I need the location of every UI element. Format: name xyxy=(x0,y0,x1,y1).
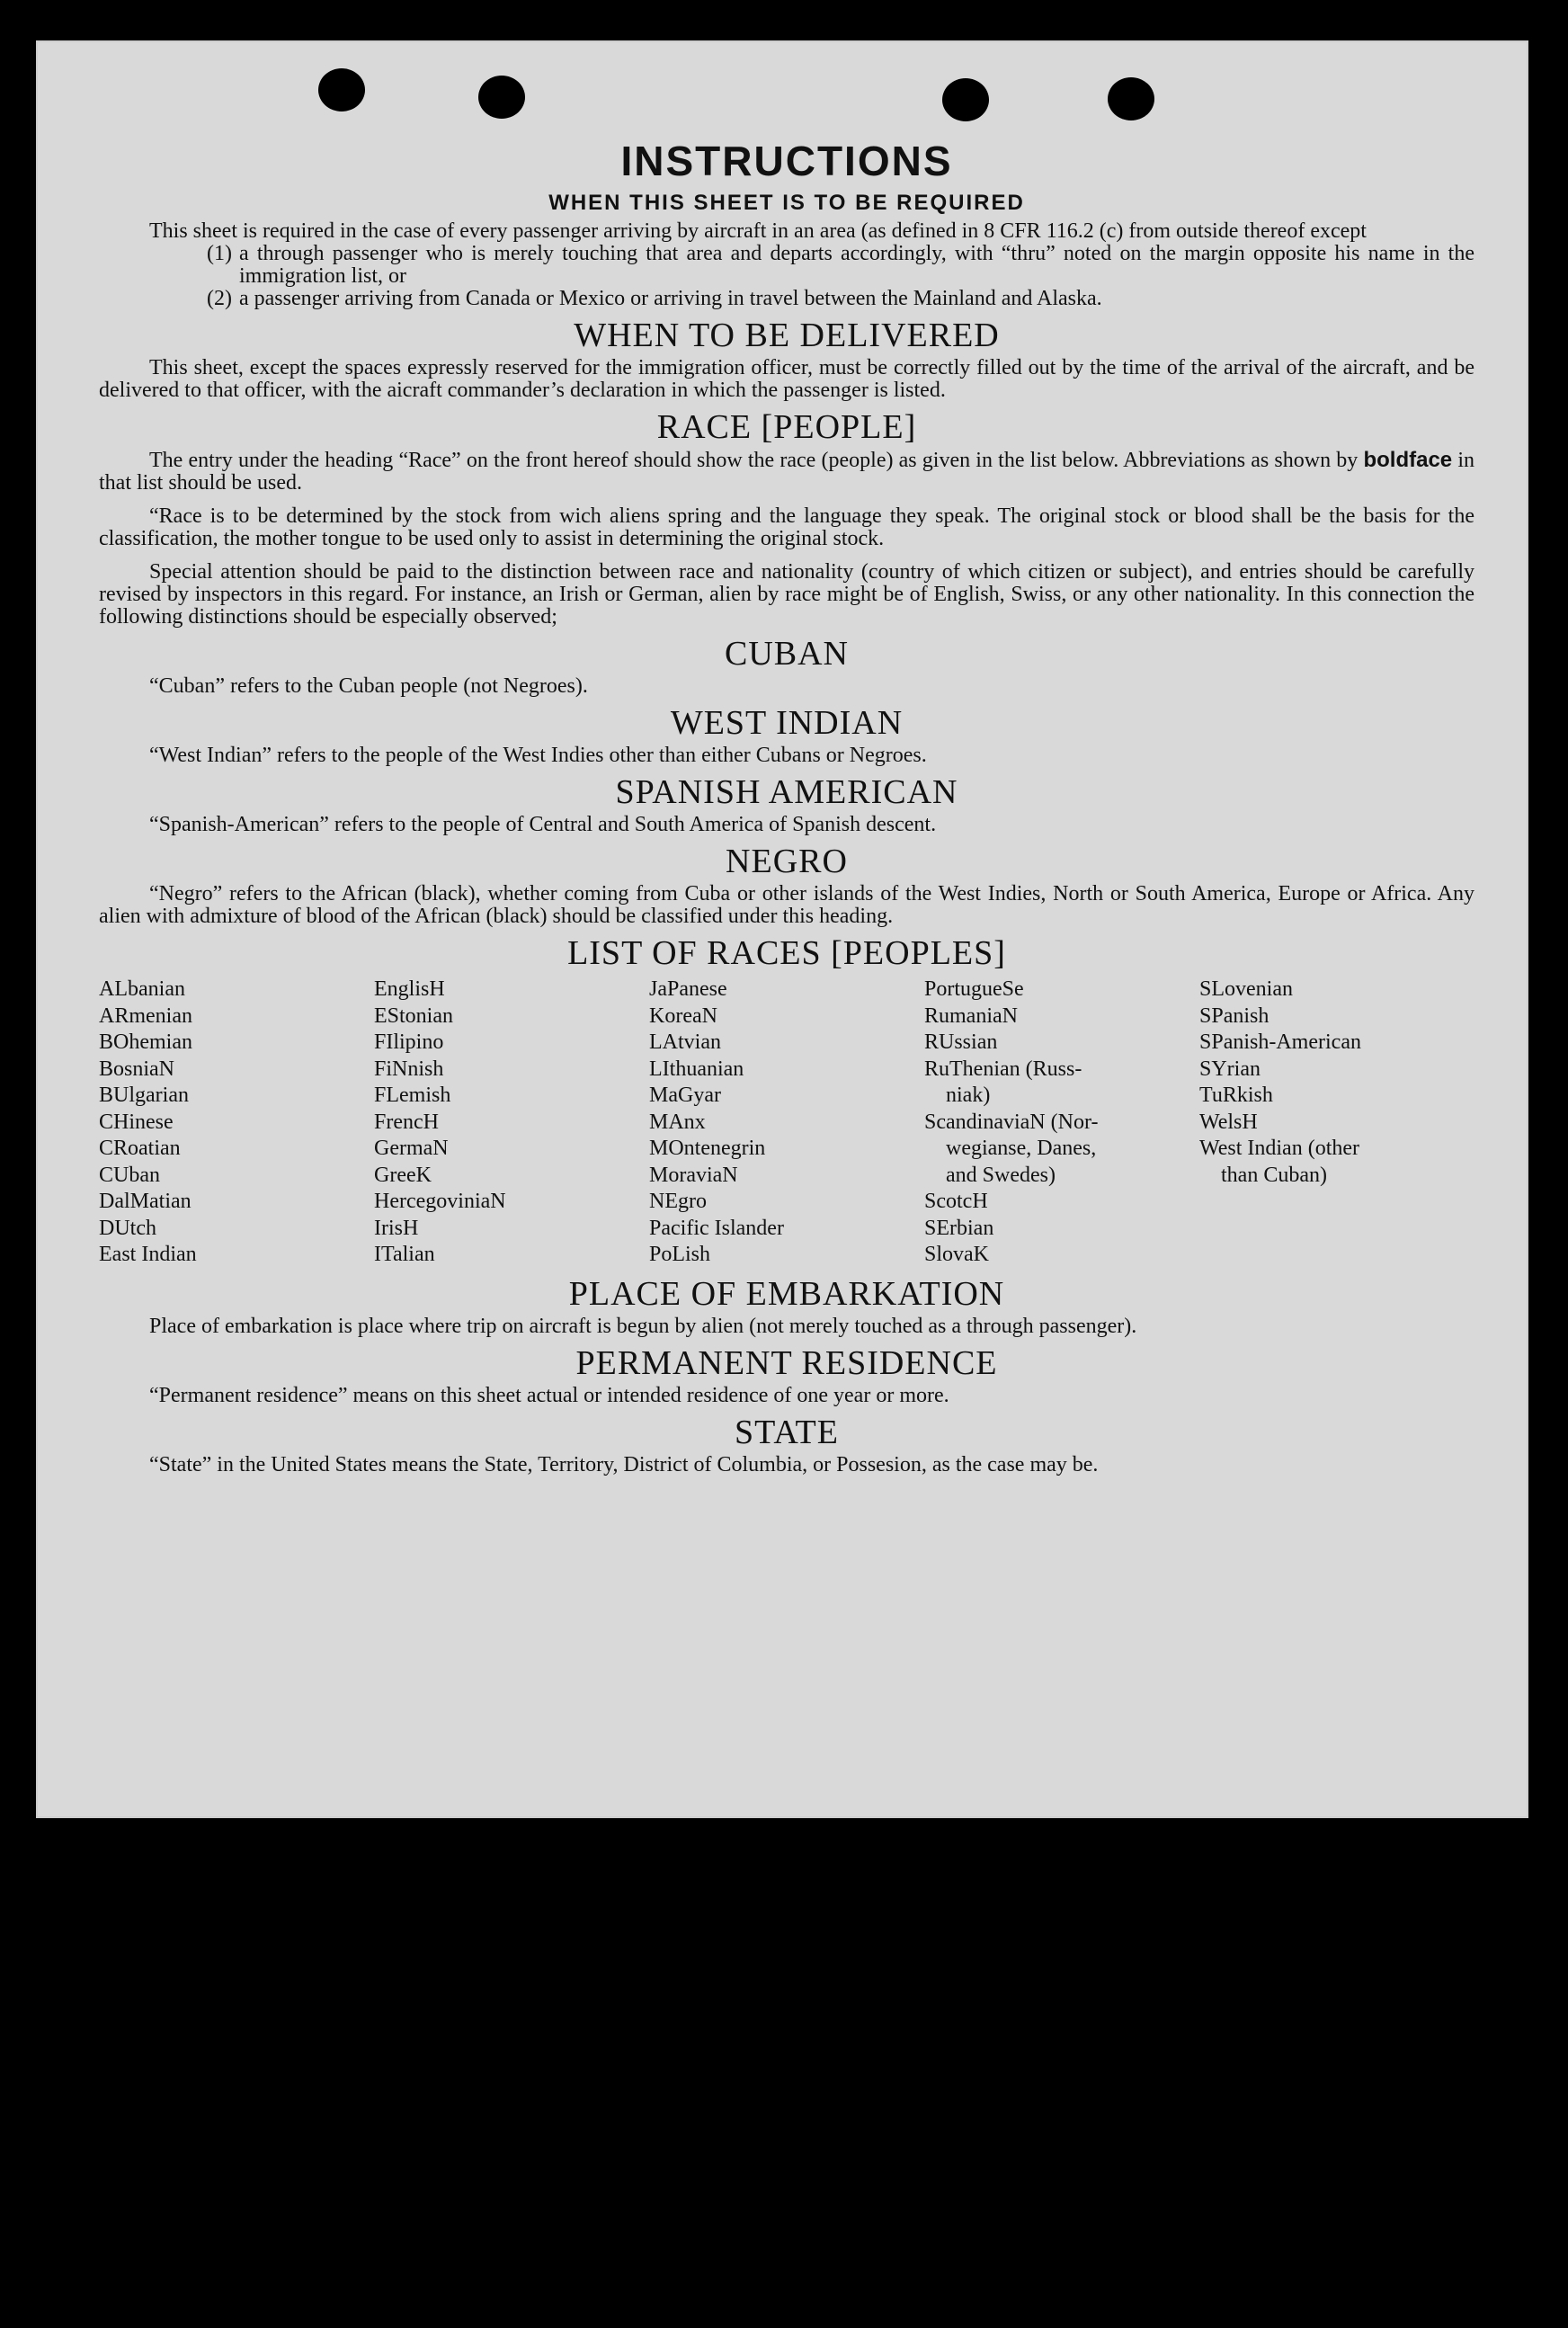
race-entry: SlovaK xyxy=(924,1243,989,1266)
section-heading-cuban: CUBAN xyxy=(724,635,850,673)
race-entry: DUtch xyxy=(99,1216,156,1240)
race-entry: TuRkish xyxy=(1199,1084,1273,1107)
race-entry: niak) xyxy=(946,1084,991,1107)
race-entry: SLovenian xyxy=(1199,977,1293,1001)
race-entry: SPanish xyxy=(1199,1003,1270,1028)
section-heading-state: STATE xyxy=(735,1413,839,1451)
race-entry: EnglisH xyxy=(374,977,445,1001)
race-entry: PoLish xyxy=(649,1243,711,1266)
race-entry: RuThenian (Russ- xyxy=(924,1057,1082,1081)
race-entry: SPanish-American xyxy=(1199,1030,1361,1054)
exception-label: (1) xyxy=(207,242,232,265)
race-entry: LAtvian xyxy=(649,1030,721,1054)
race-entry: EStonian xyxy=(374,1003,453,1028)
exception-label: (2) xyxy=(207,287,232,310)
race-entry: FIlipino xyxy=(374,1030,444,1054)
race-entry: NEgro xyxy=(649,1190,707,1213)
race-entry: IrisH xyxy=(374,1216,419,1240)
state-paragraph: “State” in the United States means the State, Territory, District of Columbia, or Possesion, as the case may be. xyxy=(149,1452,1099,1476)
section-heading-residence: PERMANENT RESIDENCE xyxy=(575,1343,998,1382)
race-paragraph-1 xyxy=(99,449,1474,495)
boldface-word: boldface xyxy=(1363,448,1453,472)
page-title: INSTRUCTIONS xyxy=(620,138,953,184)
section-heading-delivered: WHEN TO BE DELIVERED xyxy=(574,317,1000,354)
residence-paragraph: “Permanent residence” means on this sheet actual or intended residence of one year or more. xyxy=(149,1383,949,1407)
document-sheet xyxy=(36,40,1528,1818)
embarkation-paragraph: Place of embarkation is place where trip on aircraft is begun by alien (not merely touched as a through passenger). xyxy=(149,1314,1137,1338)
punch-hole xyxy=(942,78,989,121)
west-indian-paragraph: “West Indian” refers to the people of the West Indies other than either Cubans or Negroes. xyxy=(149,744,927,767)
section-heading-west-indian: WEST INDIAN xyxy=(670,704,904,742)
race-entry: PortugueSe xyxy=(924,977,1024,1001)
races-column xyxy=(924,977,1199,1269)
race-entry: East Indian xyxy=(99,1243,197,1266)
race-entry: West Indian (other xyxy=(1199,1137,1360,1160)
race-entry: CHinese xyxy=(99,1110,174,1134)
race-entry: LIthuanian xyxy=(649,1057,744,1081)
race-entry: MaGyar xyxy=(649,1084,721,1107)
race-entry: HercegoviniaN xyxy=(374,1190,506,1213)
race-text: in that list should be used. xyxy=(99,449,1474,495)
race-entry: and Swedes) xyxy=(946,1163,1056,1187)
exception-item xyxy=(207,288,1474,310)
race-entry: ALbanian xyxy=(99,977,185,1001)
race-entry: RUssian xyxy=(924,1030,998,1054)
race-entry: CRoatian xyxy=(99,1137,181,1160)
race-entry: SYrian xyxy=(1199,1057,1261,1081)
delivered-paragraph: This sheet, except the spaces expressly reserved for the immigration officer, must be correctly filled out by the time of the arrival of the aircraft, and be delivered to that officer, with the aicraft commander’s declaration in which the passenger is listed. xyxy=(99,356,1474,402)
race-entry: wegianse, Danes, xyxy=(946,1137,1097,1160)
race-text: The entry under the heading “Race” on the front hereof should show the race (people) as given in the list below. Abbreviations as shown by xyxy=(149,449,1364,472)
race-entry: CUban xyxy=(99,1163,160,1187)
race-entry: DalMatian xyxy=(99,1190,192,1213)
race-paragraph-2: “Race is to be determined by the stock from wich aliens spring and the language they speak. The original stock or blood shall be the basis for the classification, the mother tongue to be used only to assist in determining the original stock. xyxy=(99,504,1474,550)
race-entry: ScandinaviaN (Nor- xyxy=(924,1110,1099,1134)
section-heading-embarkation: PLACE OF EMBARKATION xyxy=(568,1274,1005,1313)
race-entry: WelsH xyxy=(1199,1110,1258,1134)
negro-paragraph: “Negro” refers to the African (black), whether coming from Cuba or other islands of the West Indies, North or South America, Europe or Africa. Any alien with admixture of blood of the African (black) should be classified under this heading. xyxy=(99,882,1474,928)
section-heading-negro: NEGRO xyxy=(726,843,848,880)
races-column xyxy=(649,977,924,1269)
race-entry: RumaniaN xyxy=(924,1003,1018,1028)
race-entry: KoreaN xyxy=(649,1003,717,1028)
race-entry: Pacific Islander xyxy=(649,1216,784,1240)
race-entry: ARmenian xyxy=(99,1003,192,1028)
race-entry: MAnx xyxy=(649,1110,706,1134)
page-subtitle: WHEN THIS SHEET IS TO BE REQUIRED xyxy=(548,191,1025,215)
races-list xyxy=(99,977,1474,1269)
section-heading-spanish-american: SPANISH AMERICAN xyxy=(615,773,958,811)
race-entry: MoraviaN xyxy=(649,1163,738,1187)
punch-hole xyxy=(478,76,525,119)
races-column xyxy=(99,977,374,1269)
race-entry: FLemish xyxy=(374,1084,451,1107)
race-entry: SErbian xyxy=(924,1216,994,1240)
race-entry: GermaN xyxy=(374,1137,449,1160)
cuban-paragraph: “Cuban” refers to the Cuban people (not Negroes). xyxy=(149,674,588,698)
race-entry: FiNnish xyxy=(374,1057,444,1081)
spanish-american-paragraph: “Spanish-American” refers to the people of Central and South America of Spanish descent. xyxy=(149,813,937,836)
section-heading-race: RACE [PEOPLE] xyxy=(656,408,917,446)
race-entry: GreeK xyxy=(374,1163,432,1187)
race-entry: MOntenegrin xyxy=(649,1137,766,1160)
exception-text: a passenger arriving from Canada or Mexico or arriving in travel between the Mainland and Alaska. xyxy=(239,287,1102,310)
exception-text: a through passenger who is merely touching that area and departs accordingly, with “thru” noted on the margin opposite his name in the immigration list, or xyxy=(239,242,1474,288)
race-entry: ITalian xyxy=(374,1243,435,1266)
race-paragraph-3: Special attention should be paid to the distinction between race and nationality (country of which citizen or subject), and entries should be carefully revised by inspectors in this regard. For instance, an Irish or German, alien by race might be of English, Swiss, or any other nationality. In this connection the following distinctions should be especially observed; xyxy=(99,560,1474,629)
punch-hole xyxy=(318,68,365,111)
instructions-content xyxy=(99,138,1474,1476)
races-column xyxy=(1199,977,1474,1269)
race-entry: BOhemian xyxy=(99,1030,192,1054)
race-entry: ScotcH xyxy=(924,1190,988,1213)
race-entry: than Cuban) xyxy=(1221,1163,1327,1187)
races-column xyxy=(374,977,649,1269)
punch-hole xyxy=(1108,77,1154,120)
race-entry: BUlgarian xyxy=(99,1084,189,1107)
race-entry: JaPanese xyxy=(649,977,727,1001)
intro-paragraph: This sheet is required in the case of every passenger arriving by aircraft in an area (as defined in 8 CFR 116.2 (c) from outside thereof except xyxy=(149,219,1367,243)
section-heading-list-of-races: LIST OF RACES [PEOPLES] xyxy=(567,934,1006,972)
exception-item xyxy=(207,243,1474,288)
race-entry: FrencH xyxy=(374,1110,439,1134)
race-entry: BosniaN xyxy=(99,1057,174,1081)
